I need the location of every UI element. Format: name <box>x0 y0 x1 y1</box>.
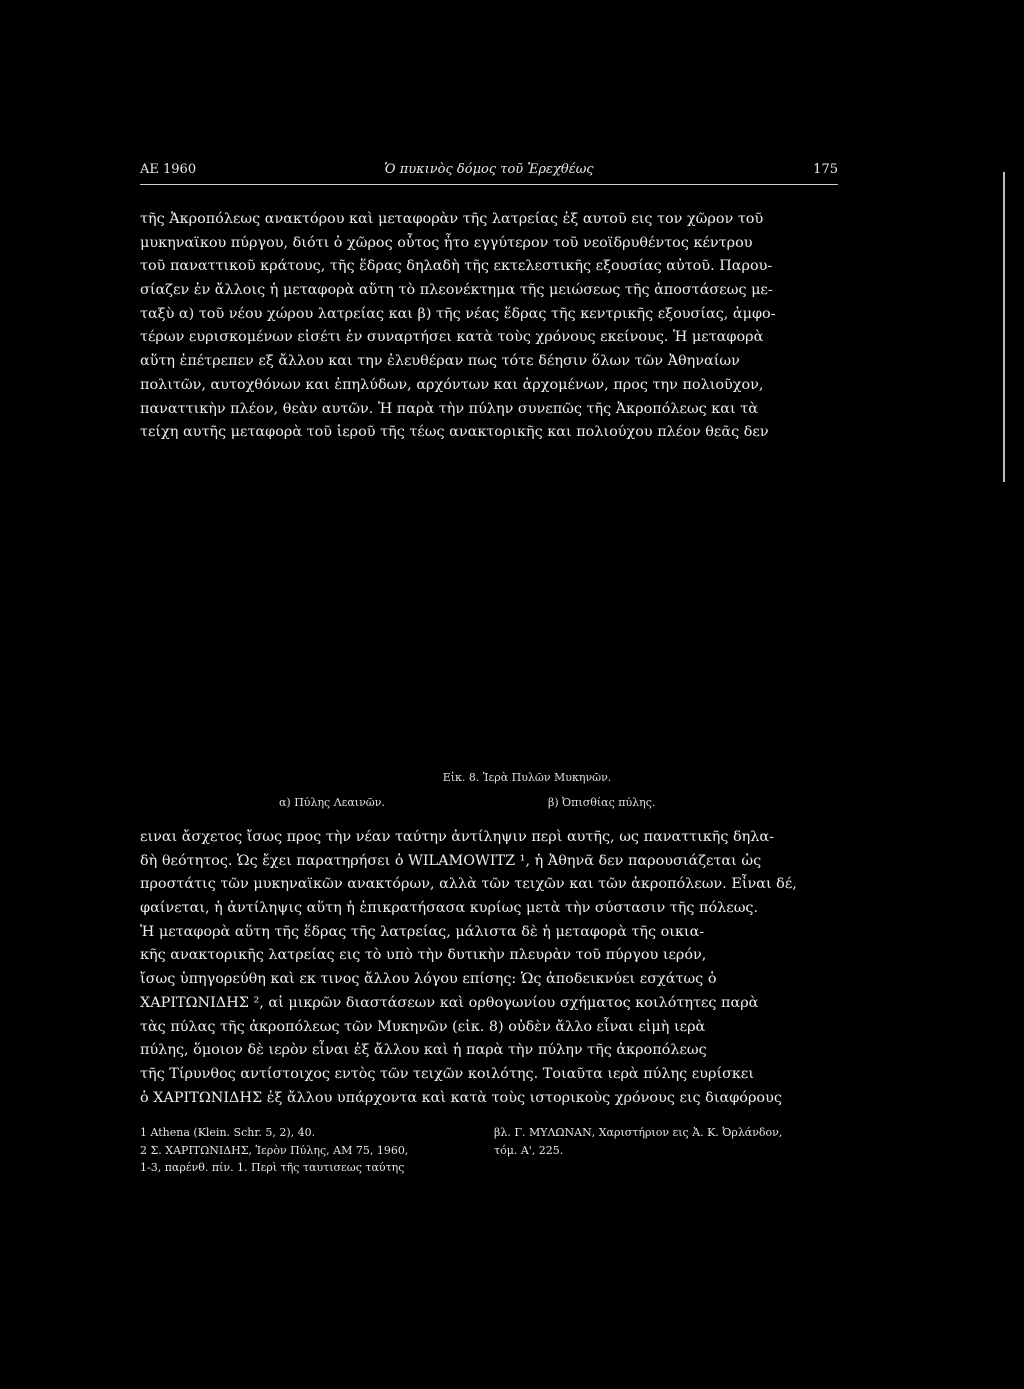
header-rule <box>140 184 838 185</box>
text-line: ἴσως ὑπηγορεύθη καὶ εκ τινος ἄλλου λόγου επίσης: Ὡς ἀποδεικνύει εσχάτως ὁ <box>140 971 717 988</box>
scan-edge-mark <box>1003 172 1005 482</box>
body-text-lower <box>140 826 838 1110</box>
text-line: μυκηναϊκου πύργου, διότι ὁ χῶρος οὗτος ἦτο εγγύτερον τοῦ νεοϊδρυθέντος κέντρου <box>140 234 753 251</box>
text-line: τὰς πύλας τῆς ἀκροπόλεως τῶν Μυκηνῶν (εἰκ. 8) οὐδὲν ἄλλο εἶναι εἰμὴ ιερὰ <box>140 1018 706 1035</box>
figure-subcaption-b: β) Ὀπισθίας πύλης. <box>548 796 656 809</box>
text-line: πολιτῶν, αυτοχθόνων και ἐπηλύδων, αρχόντων και ἀρχομένων, προς την πολιοῦχον, <box>140 376 764 393</box>
text-line: δὴ θεότητος. Ὡς ἔχει παρατηρήσει ὁ WILAMOWITZ ¹, ἡ Ἀθηνᾶ δεν παρουσιάζεται ὡς <box>140 852 762 869</box>
text-line: ταξὺ α) τοῦ νέου χώρου λατρείας και β) τῆς νέας ἕδρας τῆς κεντρικῆς εξουσίας, ἀμφο- <box>140 305 776 322</box>
text-line: κῆς ανακτορικῆς λατρείας εις τὸ υπὸ τὴν δυτικὴν πλευρὰν τοῦ πύργου ιερόν, <box>140 947 707 964</box>
text-line: προστάτις τῶν μυκηναϊκῶν ανακτόρων, αλλὰ τῶν τειχῶν και τῶν ἀκροπόλεων. Εἶναι δέ, <box>140 876 797 893</box>
text-line: ὁ ΧΑΡΙΤΩΝΙΔΗΣ ἐξ ἄλλου υπάρχοντα καὶ κατὰ τοὺς ιστορικοὺς χρόνους εις διαφόρους <box>140 1089 782 1106</box>
footnote: 1 Athena (Klein. Schr. 5, 2), 40. <box>140 1126 316 1139</box>
footnote: 1-3, παρένθ. πίν. 1. Περὶ τῆς ταυτισεως ταύτης <box>140 1161 405 1174</box>
footnotes-right-column <box>494 1124 782 1159</box>
figure-image-area <box>140 470 838 760</box>
article-short-title: Ὁ πυκινὸς δόμος τοῦ Ἐρεχθέως <box>384 162 594 177</box>
text-line: ΧΑΡΙΤΩΝΙΔΗΣ ², αἱ μικρῶν διαστάσεων καὶ ορθογωνίου σχήματος κοιλότητες παρὰ <box>140 994 759 1011</box>
text-line: τοῦ παναττικοῦ κράτους, τῆς ἕδρας δηλαδὴ τῆς εκτελεστικῆς εξουσίας αὐτοῦ. Παρου- <box>140 258 773 275</box>
text-line: ειναι ἄσχετος ἴσως προς τὴν νέαν ταύτην ἀντίληψιν περὶ αυτῆς, ως παναττικῆς δηλα- <box>140 829 775 845</box>
text-line: πύλης, ὅμοιον δὲ ιερὸν εἶναι ἐξ ἄλλου καὶ ἡ παρὰ τὴν πύλην τῆς ἀκροπόλεως <box>140 1042 707 1059</box>
text-line: τῆς Τίρυνθος αντίστοιχος εντὸς τῶν τειχῶν κοιλότης. Τοιαῦτα ιερὰ πύλης ευρίσκει <box>140 1065 755 1082</box>
text-line: αὕτη ἐπέτρεπεν εξ ἄλλου και την ἐλευθέραν πως τότε δέησιν ὅλων τῶν Ἀθηναίων <box>140 353 740 370</box>
text-line: φαίνεται, ἡ ἀντίληψις αὕτη ἡ ἐπικρατήσασα κυρίως μετὰ τὴν σύστασιν τῆς πόλεως. <box>140 900 759 917</box>
running-head <box>140 160 838 182</box>
text-line: τῆς Ἀκροπόλεως ανακτόρου καὶ μεταφορὰν τῆς λατρείας ἐξ αυτοῦ εις τον χῶρον τοῦ <box>140 211 764 227</box>
text-line: τέρων ευρισκομένων εἰσέτι ἐν συναρτήσει κατὰ τοὺς χρόνους εκείνους. Ἡ μεταφορὰ <box>140 329 764 346</box>
figure-subcaption-a: α) Πύλης Λεαινῶν. <box>279 796 385 809</box>
journal-volume: ΑΕ 1960 <box>140 162 197 177</box>
text-line: σίαζεν ἐν ἄλλοις ἡ μεταφορὰ αὕτη τὸ πλεονέκτημα τῆς μειώσεως τῆς ἀποστάσεως με- <box>140 282 773 299</box>
footnote: 2 Σ. ΧΑΡΙΤΩΝΙΔΗΣ, Ἱερὸν Πύλης, ΑΜ 75, 1960, <box>140 1143 409 1157</box>
page-number: 175 <box>813 162 838 177</box>
footnote: βλ. Γ. ΜΥΛΩΝΑΝ, Χαριστήριον εις Ἀ. Κ. Ὀρλάνδον, <box>494 1126 783 1139</box>
body-text-upper <box>140 208 838 445</box>
text-line: τείχη αυτῆς μεταφορὰ τοῦ ἱεροῦ τῆς τέως ανακτορικῆς και πολιούχου πλέον θεᾶς δεν <box>140 424 769 441</box>
footnotes-left-column <box>140 1124 408 1177</box>
figure-caption: Εἰκ. 8. Ἱερὰ Πυλῶν Μυκηνῶν. <box>442 771 612 784</box>
text-line: παναττικὴν πλέον, θεὰν αυτῶν. Ἡ παρὰ τὴν πύλην συνεπῶς τῆς Ἀκροπόλεως και τὰ <box>140 400 758 417</box>
text-line: Ἡ μεταφορὰ αὕτη τῆς ἕδρας τῆς λατρείας, μάλιστα δὲ ἡ μεταφορὰ τῆς οικια- <box>140 923 705 940</box>
footnote: τόμ. Α', 225. <box>494 1143 564 1157</box>
